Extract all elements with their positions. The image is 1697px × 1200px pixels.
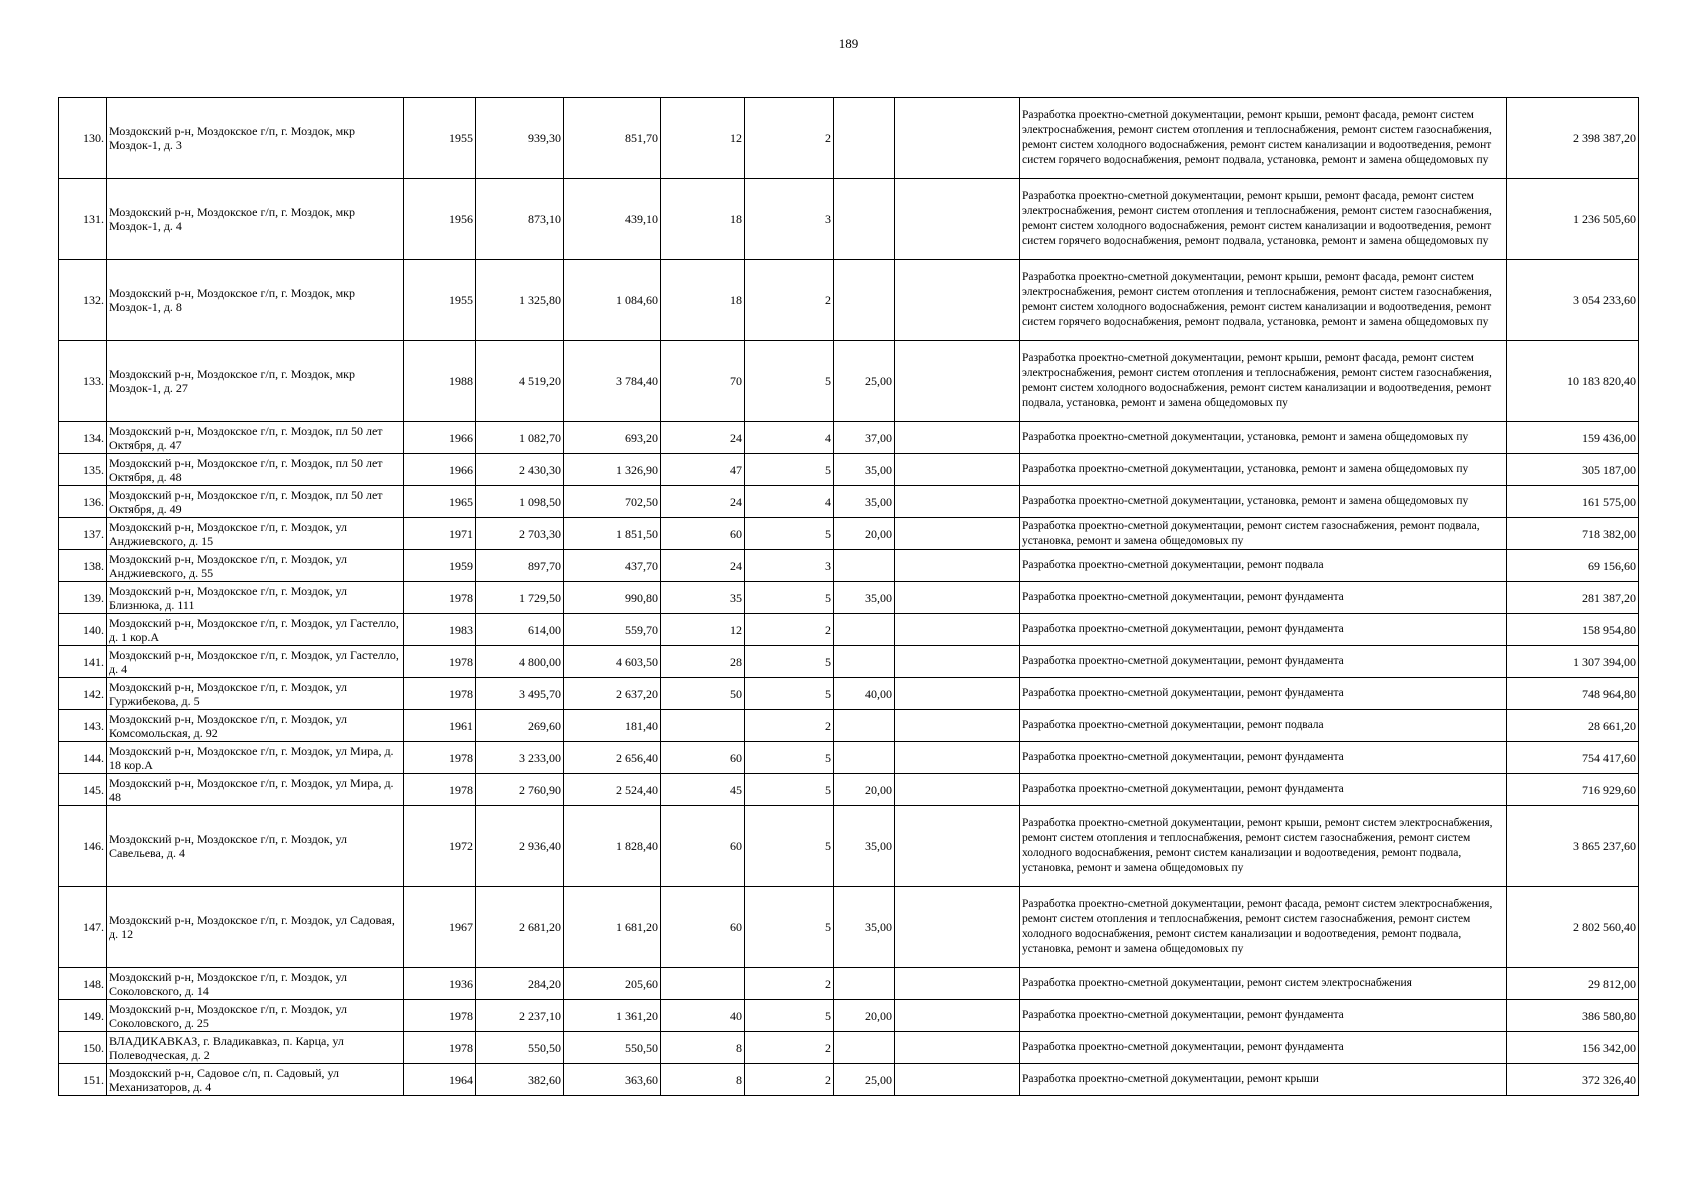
total-area-cell: 1 325,80 bbox=[476, 260, 564, 341]
row-number: 137. bbox=[59, 518, 107, 550]
cost-cell: 281 387,20 bbox=[1507, 582, 1639, 614]
empty-cell bbox=[895, 179, 1020, 260]
empty-cell bbox=[895, 806, 1020, 887]
year-cell: 1988 bbox=[404, 341, 476, 422]
residents-cell: 24 bbox=[661, 550, 745, 582]
floors-cell: 5 bbox=[745, 518, 834, 550]
living-area-cell: 363,60 bbox=[564, 1064, 661, 1096]
works-cell: Разработка проектно-сметной документации, ремонт крыши bbox=[1020, 1064, 1507, 1096]
cost-cell: 372 326,40 bbox=[1507, 1064, 1639, 1096]
address-cell: ВЛАДИКАВКАЗ, г. Владикавказ, п. Карца, ул Полеводческая, д. 2 bbox=[107, 1032, 404, 1064]
table-row bbox=[59, 1000, 1639, 1032]
year-cell: 1956 bbox=[404, 179, 476, 260]
row-number: 131. bbox=[59, 179, 107, 260]
floors-cell: 2 bbox=[745, 614, 834, 646]
year-cell: 1966 bbox=[404, 422, 476, 454]
residents-cell: 28 bbox=[661, 646, 745, 678]
wear-cell: 20,00 bbox=[834, 774, 895, 806]
total-area-cell: 2 430,30 bbox=[476, 454, 564, 486]
row-number: 139. bbox=[59, 582, 107, 614]
living-area-cell: 1 361,20 bbox=[564, 1000, 661, 1032]
wear-cell: 20,00 bbox=[834, 518, 895, 550]
year-cell: 1972 bbox=[404, 806, 476, 887]
cost-cell: 3 054 233,60 bbox=[1507, 260, 1639, 341]
works-cell: Разработка проектно-сметной документации, ремонт фундамента bbox=[1020, 1032, 1507, 1064]
table-row bbox=[59, 806, 1639, 887]
year-cell: 1978 bbox=[404, 678, 476, 710]
wear-cell bbox=[834, 260, 895, 341]
works-cell: Разработка проектно-сметной документации, ремонт фундамента bbox=[1020, 742, 1507, 774]
total-area-cell: 284,20 bbox=[476, 968, 564, 1000]
address-cell: Моздокский р-н, Моздокское г/п, г. Моздок, мкр Моздок-1, д. 8 bbox=[107, 260, 404, 341]
works-cell: Разработка проектно-сметной документации, ремонт фундамента bbox=[1020, 678, 1507, 710]
living-area-cell: 851,70 bbox=[564, 98, 661, 179]
cost-cell: 2 398 387,20 bbox=[1507, 98, 1639, 179]
floors-cell: 2 bbox=[745, 260, 834, 341]
total-area-cell: 939,30 bbox=[476, 98, 564, 179]
table-row bbox=[59, 582, 1639, 614]
year-cell: 1955 bbox=[404, 260, 476, 341]
living-area-cell: 1 084,60 bbox=[564, 260, 661, 341]
address-cell: Моздокский р-н, Моздокское г/п, г. Моздок, ул Соколовского, д. 25 bbox=[107, 1000, 404, 1032]
empty-cell bbox=[895, 710, 1020, 742]
floors-cell: 5 bbox=[745, 887, 834, 968]
wear-cell: 35,00 bbox=[834, 806, 895, 887]
address-cell: Моздокский р-н, Моздокское г/п, г. Моздок, ул Гастелло, д. 1 кор.А bbox=[107, 614, 404, 646]
wear-cell bbox=[834, 968, 895, 1000]
cost-cell: 28 661,20 bbox=[1507, 710, 1639, 742]
works-cell: Разработка проектно-сметной документации, установка, ремонт и замена общедомовых пу bbox=[1020, 454, 1507, 486]
row-number: 150. bbox=[59, 1032, 107, 1064]
year-cell: 1965 bbox=[404, 486, 476, 518]
row-number: 136. bbox=[59, 486, 107, 518]
wear-cell: 35,00 bbox=[834, 454, 895, 486]
cost-cell: 161 575,00 bbox=[1507, 486, 1639, 518]
address-cell: Моздокский р-н, Моздокское г/п, г. Моздок, ул Садовая, д. 12 bbox=[107, 887, 404, 968]
total-area-cell: 614,00 bbox=[476, 614, 564, 646]
address-cell: Моздокский р-н, Моздокское г/п, г. Моздок, ул Гастелло, д. 4 bbox=[107, 646, 404, 678]
year-cell: 1959 bbox=[404, 550, 476, 582]
works-cell: Разработка проектно-сметной документации, ремонт фасада, ремонт систем электроснабжения, ремонт систем отопления и теплоснабжения, ремонт систем газоснабжения, ремонт систем холодного водоснабжения, ремонт систем канализации и водоотведения, ремонт подвала, установка, ремонт и замена общедомовых пу bbox=[1020, 887, 1507, 968]
address-cell: Моздокский р-н, Моздокское г/п, г. Моздок, ул Анджиевского, д. 15 bbox=[107, 518, 404, 550]
residents-cell: 24 bbox=[661, 422, 745, 454]
table-row bbox=[59, 1032, 1639, 1064]
wear-cell: 25,00 bbox=[834, 1064, 895, 1096]
floors-cell: 2 bbox=[745, 968, 834, 1000]
total-area-cell: 2 681,20 bbox=[476, 887, 564, 968]
floors-cell: 5 bbox=[745, 774, 834, 806]
row-number: 143. bbox=[59, 710, 107, 742]
cost-cell: 748 964,80 bbox=[1507, 678, 1639, 710]
row-number: 144. bbox=[59, 742, 107, 774]
works-cell: Разработка проектно-сметной документации, ремонт фундамента bbox=[1020, 1000, 1507, 1032]
residents-cell: 60 bbox=[661, 806, 745, 887]
empty-cell bbox=[895, 1032, 1020, 1064]
floors-cell: 3 bbox=[745, 550, 834, 582]
table-row bbox=[59, 774, 1639, 806]
row-number: 132. bbox=[59, 260, 107, 341]
address-cell: Моздокский р-н, Моздокское г/п, г. Моздок, ул Савельева, д. 4 bbox=[107, 806, 404, 887]
row-number: 134. bbox=[59, 422, 107, 454]
year-cell: 1983 bbox=[404, 614, 476, 646]
living-area-cell: 559,70 bbox=[564, 614, 661, 646]
address-cell: Моздокский р-н, Моздокское г/п, г. Моздок, мкр Моздок-1, д. 4 bbox=[107, 179, 404, 260]
total-area-cell: 2 237,10 bbox=[476, 1000, 564, 1032]
works-cell: Разработка проектно-сметной документации, ремонт крыши, ремонт фасада, ремонт систем электроснабжения, ремонт систем отопления и теплоснабжения, ремонт систем газоснабжения, ремонт систем холодного водоснабжения, ремонт систем канализации и водоотведения, ремонт систем горячего водоснабжения, ремонт подвала, установка, ремонт и замена общедомовых пу bbox=[1020, 179, 1507, 260]
empty-cell bbox=[895, 98, 1020, 179]
living-area-cell: 990,80 bbox=[564, 582, 661, 614]
living-area-cell: 702,50 bbox=[564, 486, 661, 518]
living-area-cell: 1 828,40 bbox=[564, 806, 661, 887]
year-cell: 1964 bbox=[404, 1064, 476, 1096]
empty-cell bbox=[895, 887, 1020, 968]
table-row bbox=[59, 422, 1639, 454]
address-cell: Моздокский р-н, Моздокское г/п, г. Моздок, ул Комсомольская, д. 92 bbox=[107, 710, 404, 742]
cost-cell: 3 865 237,60 bbox=[1507, 806, 1639, 887]
cost-cell: 159 436,00 bbox=[1507, 422, 1639, 454]
table-row bbox=[59, 260, 1639, 341]
living-area-cell: 2 524,40 bbox=[564, 774, 661, 806]
empty-cell bbox=[895, 1000, 1020, 1032]
works-cell: Разработка проектно-сметной документации, ремонт систем газоснабжения, ремонт подвала, установка, ремонт и замена общедомовых пу bbox=[1020, 518, 1507, 550]
total-area-cell: 3 495,70 bbox=[476, 678, 564, 710]
residents-cell: 8 bbox=[661, 1064, 745, 1096]
empty-cell bbox=[895, 614, 1020, 646]
empty-cell bbox=[895, 582, 1020, 614]
row-number: 133. bbox=[59, 341, 107, 422]
address-cell: Моздокский р-н, Моздокское г/п, г. Моздок, ул Анджиевского, д. 55 bbox=[107, 550, 404, 582]
year-cell: 1978 bbox=[404, 1032, 476, 1064]
wear-cell bbox=[834, 550, 895, 582]
wear-cell bbox=[834, 646, 895, 678]
residents-cell: 70 bbox=[661, 341, 745, 422]
works-cell: Разработка проектно-сметной документации, ремонт крыши, ремонт фасада, ремонт систем электроснабжения, ремонт систем отопления и теплоснабжения, ремонт систем газоснабжения, ремонт систем холодного водоснабжения, ремонт систем канализации и водоотведения, ремонт систем горячего водоснабжения, ремонт подвала, установка, ремонт и замена общедомовых пу bbox=[1020, 260, 1507, 341]
repair-program-table bbox=[58, 97, 1639, 1096]
living-area-cell: 181,40 bbox=[564, 710, 661, 742]
living-area-cell: 693,20 bbox=[564, 422, 661, 454]
page-number: 189 bbox=[838, 36, 859, 51]
residents-cell: 45 bbox=[661, 774, 745, 806]
total-area-cell: 873,10 bbox=[476, 179, 564, 260]
living-area-cell: 439,10 bbox=[564, 179, 661, 260]
row-number: 142. bbox=[59, 678, 107, 710]
table-row bbox=[59, 341, 1639, 422]
works-cell: Разработка проектно-сметной документации, ремонт систем электроснабжения bbox=[1020, 968, 1507, 1000]
empty-cell bbox=[895, 486, 1020, 518]
table-row bbox=[59, 742, 1639, 774]
total-area-cell: 2 760,90 bbox=[476, 774, 564, 806]
total-area-cell: 269,60 bbox=[476, 710, 564, 742]
address-cell: Моздокский р-н, Моздокское г/п, г. Моздок, ул Мира, д. 18 кор.А bbox=[107, 742, 404, 774]
table-row bbox=[59, 98, 1639, 179]
address-cell: Моздокский р-н, Моздокское г/п, г. Моздок, ул Соколовского, д. 14 bbox=[107, 968, 404, 1000]
year-cell: 1955 bbox=[404, 98, 476, 179]
works-cell: Разработка проектно-сметной документации, ремонт подвала bbox=[1020, 710, 1507, 742]
empty-cell bbox=[895, 1064, 1020, 1096]
living-area-cell: 205,60 bbox=[564, 968, 661, 1000]
total-area-cell: 897,70 bbox=[476, 550, 564, 582]
floors-cell: 4 bbox=[745, 422, 834, 454]
living-area-cell: 3 784,40 bbox=[564, 341, 661, 422]
table-row bbox=[59, 179, 1639, 260]
empty-cell bbox=[895, 646, 1020, 678]
table-row bbox=[59, 486, 1639, 518]
address-cell: Моздокский р-н, Моздокское г/п, г. Моздок, пл 50 лет Октября, д. 49 bbox=[107, 486, 404, 518]
address-cell: Моздокский р-н, Моздокское г/п, г. Моздок, ул Близнюка, д. 111 bbox=[107, 582, 404, 614]
row-number: 140. bbox=[59, 614, 107, 646]
address-cell: Моздокский р-н, Моздокское г/п, г. Моздок, мкр Моздок-1, д. 27 bbox=[107, 341, 404, 422]
empty-cell bbox=[895, 742, 1020, 774]
empty-cell bbox=[895, 341, 1020, 422]
table-body bbox=[59, 98, 1639, 1096]
floors-cell: 5 bbox=[745, 1000, 834, 1032]
cost-cell: 1 307 394,00 bbox=[1507, 646, 1639, 678]
wear-cell bbox=[834, 98, 895, 179]
empty-cell bbox=[895, 422, 1020, 454]
year-cell: 1978 bbox=[404, 646, 476, 678]
wear-cell: 25,00 bbox=[834, 341, 895, 422]
wear-cell: 37,00 bbox=[834, 422, 895, 454]
table-row bbox=[59, 968, 1639, 1000]
residents-cell: 18 bbox=[661, 260, 745, 341]
residents-cell: 8 bbox=[661, 1032, 745, 1064]
table-row bbox=[59, 454, 1639, 486]
wear-cell bbox=[834, 614, 895, 646]
works-cell: Разработка проектно-сметной документации, ремонт крыши, ремонт фасада, ремонт систем электроснабжения, ремонт систем отопления и теплоснабжения, ремонт систем газоснабжения, ремонт систем холодного водоснабжения, ремонт систем канализации и водоотведения, ремонт систем горячего водоснабжения, ремонт подвала, установка, ремонт и замена общедомовых пу bbox=[1020, 98, 1507, 179]
row-number: 145. bbox=[59, 774, 107, 806]
wear-cell bbox=[834, 742, 895, 774]
row-number: 130. bbox=[59, 98, 107, 179]
total-area-cell: 1 098,50 bbox=[476, 486, 564, 518]
residents-cell bbox=[661, 968, 745, 1000]
living-area-cell: 437,70 bbox=[564, 550, 661, 582]
year-cell: 1967 bbox=[404, 887, 476, 968]
wear-cell bbox=[834, 710, 895, 742]
living-area-cell: 550,50 bbox=[564, 1032, 661, 1064]
living-area-cell: 1 326,90 bbox=[564, 454, 661, 486]
residents-cell: 18 bbox=[661, 179, 745, 260]
residents-cell: 40 bbox=[661, 1000, 745, 1032]
row-number: 149. bbox=[59, 1000, 107, 1032]
empty-cell bbox=[895, 550, 1020, 582]
floors-cell: 5 bbox=[745, 454, 834, 486]
total-area-cell: 4 800,00 bbox=[476, 646, 564, 678]
address-cell: Моздокский р-н, Моздокское г/п, г. Моздок, ул Мира, д. 48 bbox=[107, 774, 404, 806]
residents-cell: 12 bbox=[661, 98, 745, 179]
table-row bbox=[59, 646, 1639, 678]
empty-cell bbox=[895, 678, 1020, 710]
row-number: 135. bbox=[59, 454, 107, 486]
cost-cell: 1 236 505,60 bbox=[1507, 179, 1639, 260]
cost-cell: 718 382,00 bbox=[1507, 518, 1639, 550]
works-cell: Разработка проектно-сметной документации, ремонт фундамента bbox=[1020, 614, 1507, 646]
residents-cell bbox=[661, 710, 745, 742]
table-row bbox=[59, 887, 1639, 968]
wear-cell: 35,00 bbox=[834, 582, 895, 614]
address-cell: Моздокский р-н, Моздокское г/п, г. Моздок, пл 50 лет Октября, д. 47 bbox=[107, 422, 404, 454]
residents-cell: 60 bbox=[661, 742, 745, 774]
works-cell: Разработка проектно-сметной документации, установка, ремонт и замена общедомовых пу bbox=[1020, 422, 1507, 454]
total-area-cell: 382,60 bbox=[476, 1064, 564, 1096]
wear-cell bbox=[834, 179, 895, 260]
total-area-cell: 2 936,40 bbox=[476, 806, 564, 887]
floors-cell: 5 bbox=[745, 806, 834, 887]
living-area-cell: 1 851,50 bbox=[564, 518, 661, 550]
cost-cell: 156 342,00 bbox=[1507, 1032, 1639, 1064]
empty-cell bbox=[895, 454, 1020, 486]
floors-cell: 2 bbox=[745, 1064, 834, 1096]
floors-cell: 4 bbox=[745, 486, 834, 518]
residents-cell: 47 bbox=[661, 454, 745, 486]
year-cell: 1978 bbox=[404, 774, 476, 806]
total-area-cell: 1 082,70 bbox=[476, 422, 564, 454]
floors-cell: 2 bbox=[745, 98, 834, 179]
table-row bbox=[59, 614, 1639, 646]
floors-cell: 2 bbox=[745, 710, 834, 742]
address-cell: Моздокский р-н, Моздокское г/п, г. Моздок, ул Гуржибекова, д. 5 bbox=[107, 678, 404, 710]
works-cell: Разработка проектно-сметной документации, ремонт крыши, ремонт систем электроснабжения, ремонт систем отопления и теплоснабжения, ремонт систем газоснабжения, ремонт систем холодного водоснабжения, ремонт систем канализации и водоотведения, ремонт подвала, установка, ремонт и замена общедомовых пу bbox=[1020, 806, 1507, 887]
total-area-cell: 1 729,50 bbox=[476, 582, 564, 614]
living-area-cell: 4 603,50 bbox=[564, 646, 661, 678]
table-row bbox=[59, 710, 1639, 742]
row-number: 146. bbox=[59, 806, 107, 887]
residents-cell: 35 bbox=[661, 582, 745, 614]
living-area-cell: 2 637,20 bbox=[564, 678, 661, 710]
table-row bbox=[59, 518, 1639, 550]
year-cell: 1961 bbox=[404, 710, 476, 742]
floors-cell: 5 bbox=[745, 742, 834, 774]
year-cell: 1971 bbox=[404, 518, 476, 550]
year-cell: 1978 bbox=[404, 742, 476, 774]
cost-cell: 716 929,60 bbox=[1507, 774, 1639, 806]
residents-cell: 50 bbox=[661, 678, 745, 710]
works-cell: Разработка проектно-сметной документации, установка, ремонт и замена общедомовых пу bbox=[1020, 486, 1507, 518]
wear-cell: 40,00 bbox=[834, 678, 895, 710]
cost-cell: 386 580,80 bbox=[1507, 1000, 1639, 1032]
cost-cell: 29 812,00 bbox=[1507, 968, 1639, 1000]
works-cell: Разработка проектно-сметной документации, ремонт фундамента bbox=[1020, 582, 1507, 614]
floors-cell: 5 bbox=[745, 582, 834, 614]
row-number: 138. bbox=[59, 550, 107, 582]
residents-cell: 24 bbox=[661, 486, 745, 518]
floors-cell: 2 bbox=[745, 1032, 834, 1064]
row-number: 148. bbox=[59, 968, 107, 1000]
table-row bbox=[59, 1064, 1639, 1096]
living-area-cell: 2 656,40 bbox=[564, 742, 661, 774]
row-number: 151. bbox=[59, 1064, 107, 1096]
address-cell: Моздокский р-н, Моздокское г/п, г. Моздок, пл 50 лет Октября, д. 48 bbox=[107, 454, 404, 486]
total-area-cell: 2 703,30 bbox=[476, 518, 564, 550]
wear-cell: 20,00 bbox=[834, 1000, 895, 1032]
cost-cell: 158 954,80 bbox=[1507, 614, 1639, 646]
works-cell: Разработка проектно-сметной документации, ремонт фундамента bbox=[1020, 774, 1507, 806]
empty-cell bbox=[895, 968, 1020, 1000]
table-row bbox=[59, 678, 1639, 710]
works-cell: Разработка проектно-сметной документации, ремонт крыши, ремонт фасада, ремонт систем электроснабжения, ремонт систем отопления и теплоснабжения, ремонт систем газоснабжения, ремонт систем холодного водоснабжения, ремонт систем канализации и водоотведения, ремонт подвала, установка, ремонт и замена общедомовых пу bbox=[1020, 341, 1507, 422]
total-area-cell: 4 519,20 bbox=[476, 341, 564, 422]
row-number: 147. bbox=[59, 887, 107, 968]
works-cell: Разработка проектно-сметной документации, ремонт фундамента bbox=[1020, 646, 1507, 678]
total-area-cell: 550,50 bbox=[476, 1032, 564, 1064]
year-cell: 1936 bbox=[404, 968, 476, 1000]
address-cell: Моздокский р-н, Моздокское г/п, г. Моздок, мкр Моздок-1, д. 3 bbox=[107, 98, 404, 179]
wear-cell: 35,00 bbox=[834, 486, 895, 518]
empty-cell bbox=[895, 260, 1020, 341]
year-cell: 1966 bbox=[404, 454, 476, 486]
floors-cell: 5 bbox=[745, 341, 834, 422]
year-cell: 1978 bbox=[404, 1000, 476, 1032]
floors-cell: 5 bbox=[745, 646, 834, 678]
empty-cell bbox=[895, 774, 1020, 806]
cost-cell: 2 802 560,40 bbox=[1507, 887, 1639, 968]
floors-cell: 5 bbox=[745, 678, 834, 710]
row-number: 141. bbox=[59, 646, 107, 678]
works-cell: Разработка проектно-сметной документации, ремонт подвала bbox=[1020, 550, 1507, 582]
table-row bbox=[59, 550, 1639, 582]
floors-cell: 3 bbox=[745, 179, 834, 260]
cost-cell: 305 187,00 bbox=[1507, 454, 1639, 486]
address-cell: Моздокский р-н, Садовое с/п, п. Садовый, ул Механизаторов, д. 4 bbox=[107, 1064, 404, 1096]
wear-cell: 35,00 bbox=[834, 887, 895, 968]
year-cell: 1978 bbox=[404, 582, 476, 614]
living-area-cell: 1 681,20 bbox=[564, 887, 661, 968]
empty-cell bbox=[895, 518, 1020, 550]
total-area-cell: 3 233,00 bbox=[476, 742, 564, 774]
residents-cell: 60 bbox=[661, 887, 745, 968]
residents-cell: 60 bbox=[661, 518, 745, 550]
residents-cell: 12 bbox=[661, 614, 745, 646]
cost-cell: 69 156,60 bbox=[1507, 550, 1639, 582]
cost-cell: 10 183 820,40 bbox=[1507, 341, 1639, 422]
wear-cell bbox=[834, 1032, 895, 1064]
cost-cell: 754 417,60 bbox=[1507, 742, 1639, 774]
